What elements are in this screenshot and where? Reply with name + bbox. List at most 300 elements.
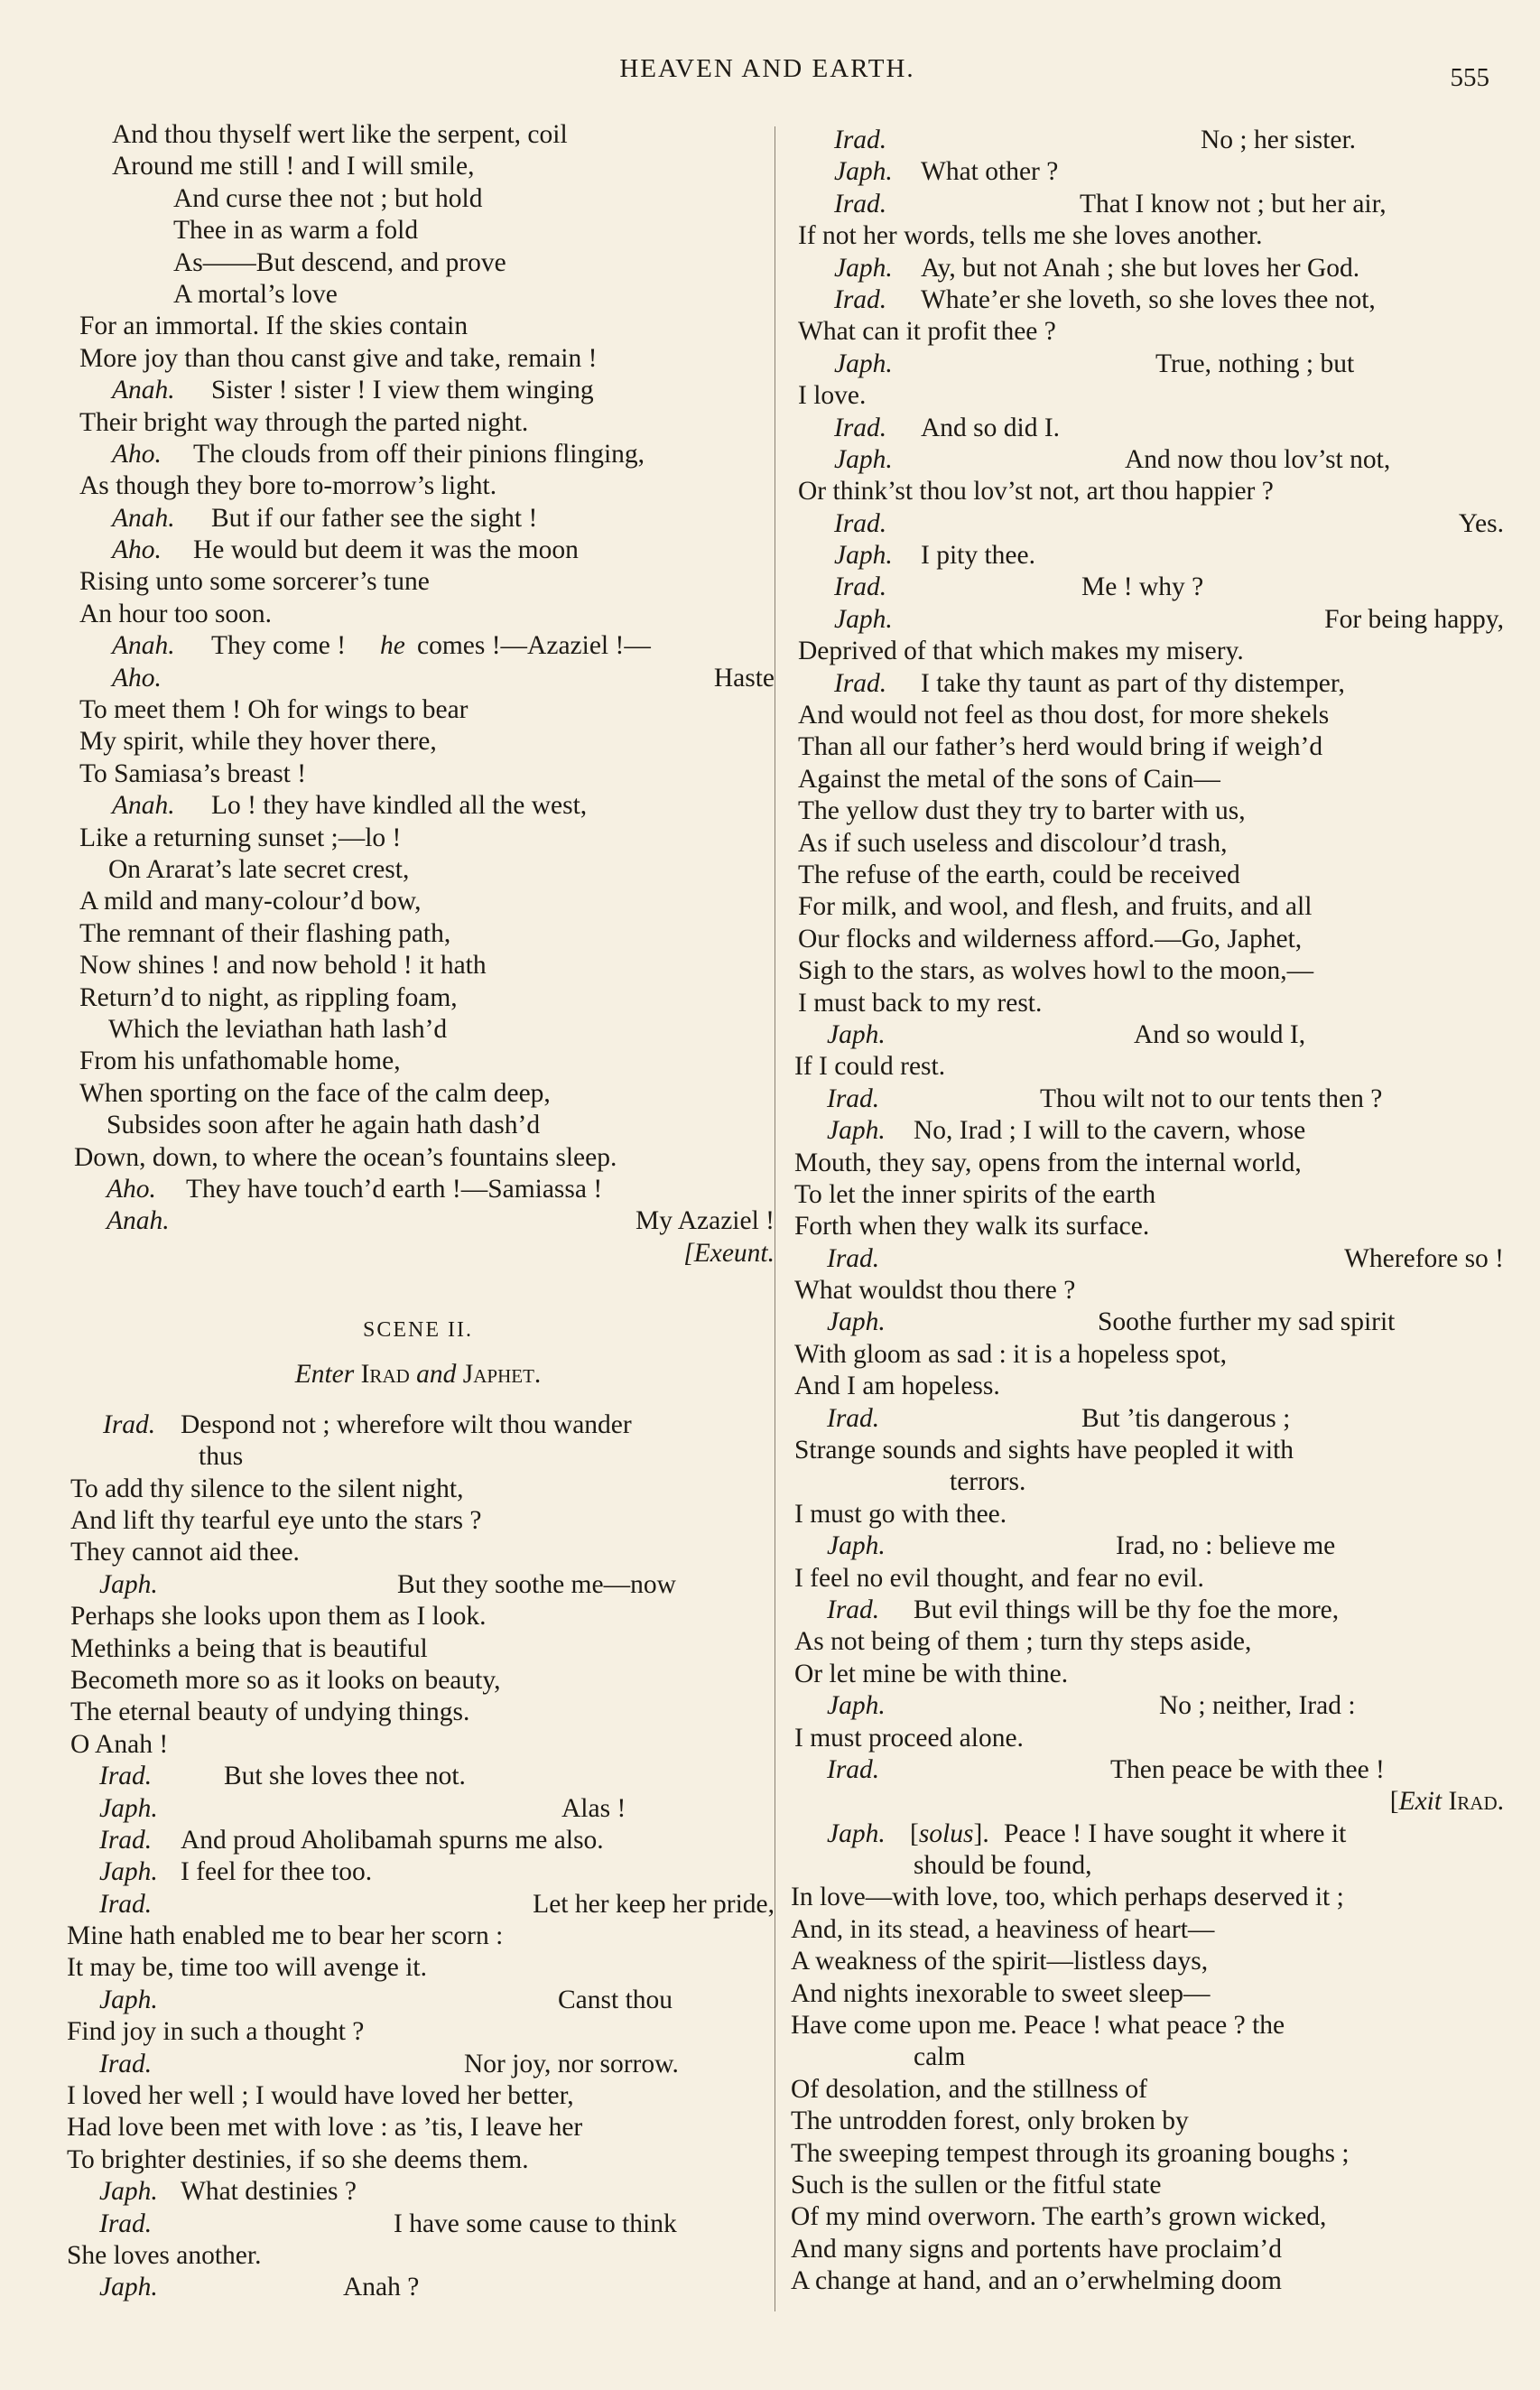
speaker-irad: Irad.: [834, 126, 887, 154]
text-fragment: I feel no evil thought, and fear no evil.: [794, 1563, 1204, 1593]
text-fragment: But they soothe me—now: [397, 1569, 676, 1599]
verse-line: [61, 726, 775, 758]
verse-line: [61, 503, 775, 535]
verse-line: [791, 2041, 1504, 2073]
verse-line: [791, 700, 1504, 731]
verse-line: [791, 1275, 1504, 1307]
verse-line: [61, 630, 775, 662]
verse-line: [791, 924, 1504, 955]
speaker-japh: Japh.: [827, 1818, 886, 1848]
verse-line: [791, 1019, 1504, 1051]
text-fragment: But ’tis dangerous ;: [1081, 1403, 1291, 1433]
text-fragment: Thee in as warm a fold: [173, 216, 419, 246]
text-fragment: Down, down, to where the ocean’s fountains sleep.: [74, 1142, 617, 1172]
stage-direction: [61, 1238, 775, 1269]
text-fragment: Such is the sullen or the fitful state: [791, 2171, 1162, 2199]
verse-line: [61, 119, 775, 151]
verse-line: [791, 604, 1504, 636]
speaker-japh: Japh.: [834, 444, 893, 474]
speaker-irad: Irad.: [99, 2049, 153, 2078]
text-fragment: From his unfathomable home,: [79, 1046, 401, 1076]
text-fragment: And now thou lov’st not,: [1125, 444, 1391, 474]
text-fragment: Thou wilt not to our tents then ?: [1040, 1083, 1383, 1113]
text-fragment: No, Irad ; I will to the cavern, whose: [914, 1116, 1306, 1146]
speaker-japh: Japh.: [99, 1857, 158, 1887]
verse-line: [61, 1474, 775, 1505]
speaker-japh: Japh.: [834, 541, 893, 571]
text-fragment: Exeunt.: [693, 1238, 775, 1268]
verse-line: [791, 1626, 1504, 1658]
verse-line: [791, 156, 1504, 188]
text-fragment: Peace ! I have sought it where it: [1004, 1818, 1347, 1848]
verse-line: [61, 1697, 775, 1728]
verse-line: [791, 476, 1504, 507]
verse-line: [61, 566, 775, 598]
text-fragment: As if such useless and discolour’d trash,: [798, 828, 1228, 858]
verse-line: [61, 918, 775, 950]
verse-line: [61, 279, 775, 311]
text-fragment: They come !: [211, 631, 347, 661]
verse-line: [61, 375, 775, 406]
text-fragment: Our flocks and wilderness afford.—Go, Japhet,: [798, 924, 1303, 953]
text-fragment: A mild and many-colour’d bow,: [79, 887, 422, 916]
speaker-irad: Irad.: [827, 1595, 880, 1624]
verse-line: [61, 1793, 775, 1825]
text-fragment: Let her keep her pride,: [533, 1889, 775, 1919]
speaker-aho: Aho.: [112, 663, 162, 693]
verse-line: [61, 215, 775, 246]
verse-line: [61, 694, 775, 726]
speaker-japh: Japh.: [827, 1307, 886, 1337]
text-fragment: It may be, time too will avenge it.: [67, 1953, 427, 1983]
verse-line: [61, 1078, 775, 1110]
verse-line: [791, 1754, 1504, 1786]
verse-line: [61, 1729, 775, 1761]
verse-line: [61, 1601, 775, 1632]
speaker-japh: Japh.: [827, 1531, 886, 1561]
speaker-irad: Irad.: [99, 1889, 153, 1919]
verse-line: [791, 1211, 1504, 1242]
verse-line: [791, 2106, 1504, 2137]
text-fragment: Me ! why ?: [1081, 572, 1204, 602]
text-fragment: To brighter destinies, if so she deems them.: [67, 2144, 529, 2174]
speaker-anah: Anah.: [112, 503, 175, 533]
text-fragment: The sweeping tempest through its groaning boughs ;: [791, 2138, 1350, 2168]
verse-line: [61, 1142, 775, 1174]
verse-line: [791, 955, 1504, 987]
text-fragment: I must go with thee.: [794, 1499, 1007, 1529]
verse-line: [791, 1978, 1504, 2010]
verse-line: [61, 1014, 775, 1046]
text-fragment: Methinks a being that is beautiful: [70, 1633, 428, 1663]
verse-line: [61, 183, 775, 215]
speaker-irad: Irad.: [827, 1243, 880, 1273]
verse-line: [61, 247, 775, 279]
verse-line: [61, 886, 775, 917]
speaker-japh: Japh.: [827, 1019, 886, 1049]
verse-line: [61, 790, 775, 822]
text-fragment: And many signs and portents have proclaim’d: [791, 2234, 1282, 2264]
verse-line: [791, 1051, 1504, 1083]
text-fragment: Ay, but not Anah ; she but loves her God.: [921, 253, 1360, 283]
verse-line: [791, 2010, 1504, 2041]
speaker-aho: Aho.: [107, 1174, 156, 1204]
text-fragment: Yes.: [1458, 508, 1504, 538]
stage-direction: [791, 1786, 1504, 1818]
text-fragment: [Exeunt.: [683, 1238, 775, 1268]
verse-line: [61, 2176, 775, 2208]
speaker-irad: Irad.: [834, 284, 887, 314]
speaker-japh: Japh.: [827, 1116, 886, 1146]
text-fragment: To add thy silence to the silent night,: [70, 1474, 464, 1503]
verse-line: [791, 1148, 1504, 1179]
text-fragment: A change at hand, and an o’erwhelming doom: [791, 2266, 1282, 2296]
text-fragment: To let the inner spirits of the earth: [794, 1179, 1156, 1209]
text-fragment: The remnant of their flashing path,: [79, 918, 451, 948]
text-fragment: What destinies ?: [181, 2177, 357, 2207]
speaker-japh: Japh.: [834, 604, 893, 634]
page-number: 555: [1450, 63, 1489, 92]
text-fragment: No ; neither, Irad :: [1159, 1691, 1356, 1721]
verse-line: [791, 189, 1504, 220]
text-fragment: Deprived of that which makes my misery.: [798, 637, 1244, 666]
verse-line: [61, 1761, 775, 1792]
verse-line: [61, 1205, 775, 1237]
verse-line: [791, 2074, 1504, 2106]
verse-line: [791, 220, 1504, 252]
text-fragment: thus: [199, 1442, 244, 1472]
text-fragment: And proud Aholibamah spurns me also.: [181, 1825, 604, 1855]
verse-line: [61, 1537, 775, 1568]
verse-line: [791, 1850, 1504, 1882]
text-fragment: Or think’st thou lov’st not, art thou happier ?: [798, 477, 1274, 507]
text-fragment: I feel for thee too.: [181, 1857, 373, 1887]
verse-line: [61, 1409, 775, 1441]
verse-line: [61, 1174, 775, 1205]
text-fragment: The untrodden forest, only broken by: [791, 2106, 1189, 2136]
verse-line: [61, 599, 775, 630]
verse-line: [791, 891, 1504, 923]
verse-line: [61, 407, 775, 439]
text-fragment: I take thy taunt as part of thy distemper,: [921, 668, 1345, 698]
text-fragment: And curse thee not ; but hold: [173, 183, 483, 213]
verse-line: [61, 1505, 775, 1537]
verse-line: [61, 982, 775, 1014]
verse-line: [791, 668, 1504, 700]
text-fragment: Return’d to night, as rippling foam,: [79, 982, 458, 1012]
text-fragment: The refuse of the earth, could be received: [798, 860, 1240, 889]
text-fragment: and: [416, 1360, 457, 1390]
text-fragment: Becometh more so as it looks on beauty,: [70, 1665, 501, 1695]
text-fragment: Had love been met with love : as ’tis, I leave her: [67, 2113, 583, 2143]
text-fragment: Irad.: [1448, 1787, 1504, 1817]
text-fragment: Than all our father’s herd would bring if weigh’d: [798, 732, 1323, 762]
verse-line: [61, 663, 775, 694]
text-fragment: Then peace be with thee !: [1110, 1754, 1385, 1784]
text-fragment: She loves another.: [67, 2241, 262, 2270]
text-fragment: And lift thy tearful eye unto the stars ?: [70, 1506, 482, 1536]
speaker-irad: Irad.: [834, 572, 887, 602]
speaker-japh: Japh.: [99, 1985, 158, 2014]
verse-line: [61, 1665, 775, 1697]
text-fragment: No ; her sister.: [1201, 126, 1357, 154]
text-fragment: And so would I,: [1134, 1019, 1306, 1049]
verse-line: [61, 2049, 775, 2080]
text-fragment: The eternal beauty of undying things.: [70, 1697, 470, 1727]
verse-line: [61, 1633, 775, 1665]
text-fragment: [solus].: [910, 1818, 989, 1848]
text-fragment: But evil things will be thy foe the more,: [914, 1595, 1340, 1624]
verse-line: [791, 988, 1504, 1019]
speaker-aho: Aho.: [112, 535, 162, 565]
verse-line: [791, 860, 1504, 891]
text-fragment: And, in its stead, a heaviness of heart—: [791, 1914, 1215, 1944]
verse-line: [61, 439, 775, 470]
text-fragment: True, nothing ; but: [1155, 349, 1355, 378]
verse-line: [791, 1530, 1504, 1562]
verse-line: [791, 1946, 1504, 1977]
text-fragment: If not her words, tells me she loves another.: [798, 221, 1263, 251]
text-fragment: A weakness of the spirit—listless days,: [791, 1947, 1209, 1976]
text-fragment: My Azaziel !: [635, 1206, 775, 1236]
verse-line: [791, 572, 1504, 603]
text-fragment: To Samiasa’s breast !: [79, 758, 307, 788]
verse-line: [791, 1466, 1504, 1498]
text-fragment: For milk, and wool, and flesh, and fruits, and all: [798, 892, 1313, 922]
verse-line: [61, 854, 775, 886]
verse-line: [791, 1243, 1504, 1275]
verse-line: [791, 444, 1504, 476]
text-fragment: Of desolation, and the stillness of: [791, 2074, 1147, 2104]
verse-line: [791, 1659, 1504, 1690]
text-fragment: Against the metal of the sons of Cain—: [798, 764, 1220, 794]
speaker-irad: Irad.: [99, 1825, 153, 1855]
verse-line: [791, 413, 1504, 444]
verse-line: [791, 540, 1504, 572]
verse-line: [61, 535, 775, 566]
verse-line: [791, 828, 1504, 860]
verse-line: [791, 508, 1504, 540]
text-fragment: he: [380, 631, 405, 661]
text-fragment: And thou thyself wert like the serpent, coil: [112, 120, 568, 149]
text-fragment: Strange sounds and sights have peopled it with: [794, 1436, 1294, 1465]
text-fragment: And so did I.: [921, 413, 1061, 442]
text-fragment: Forth when they walk its surface.: [794, 1212, 1150, 1241]
text-fragment: In love—with love, too, which perhaps deserved it ;: [791, 1883, 1344, 1912]
verse-line: [791, 284, 1504, 316]
verse-line: [61, 2209, 775, 2240]
text-fragment: With gloom as sad : it is a hopeless spot,: [794, 1339, 1227, 1369]
speaker-anah: Anah.: [112, 376, 175, 405]
text-fragment: Like a returning sunset ;—lo !: [79, 823, 402, 852]
verse-line: [791, 2138, 1504, 2170]
text-fragment: should be found,: [914, 1851, 1092, 1881]
verse-line: [791, 2201, 1504, 2233]
speaker-japh: Japh.: [99, 1793, 158, 1823]
text-fragment: terrors.: [950, 1467, 1026, 1497]
verse-line: [791, 795, 1504, 827]
verse-line: [61, 1856, 775, 1888]
verse-line: [61, 2272, 775, 2303]
verse-line: [61, 1825, 775, 1856]
speaker-irad: Irad.: [827, 1754, 880, 1784]
verse-line: [791, 1435, 1504, 1466]
text-fragment: Mouth, they say, opens from the internal world,: [794, 1148, 1302, 1177]
text-fragment: Irad, no : believe me: [1116, 1531, 1336, 1561]
verse-line: [791, 1083, 1504, 1115]
text-fragment: Lo ! they have kindled all the west,: [211, 791, 588, 821]
speaker-japh: Japh.: [834, 157, 893, 187]
verse-line: [61, 311, 775, 342]
text-fragment: [61, 1359, 775, 1390]
verse-line: [791, 316, 1504, 348]
verse-line: [61, 1569, 775, 1601]
speaker-irad: Irad.: [99, 2209, 153, 2238]
text-fragment: Soothe further my sad spirit: [1098, 1307, 1396, 1337]
text-fragment: Find joy in such a thought ?: [67, 2017, 365, 2047]
text-fragment: Nor joy, nor sorrow.: [464, 2049, 679, 2078]
text-fragment: Mine hath enabled me to bear her scorn :: [67, 1921, 504, 1951]
text-fragment: As though they bore to-morrow’s light.: [79, 471, 497, 501]
speaker-irad: Irad.: [103, 1409, 156, 1439]
text-fragment: Subsides soon after he again hath dash’d: [107, 1111, 541, 1140]
verse-line: [791, 2170, 1504, 2201]
text-fragment: I loved her well ; I would have loved her better,: [67, 2081, 574, 2111]
verse-line: [791, 1818, 1504, 1850]
verse-line: [791, 1403, 1504, 1435]
running-title: HEAVEN AND EARTH.: [619, 54, 915, 83]
verse-line: [791, 731, 1504, 763]
speaker-japh: Japh.: [827, 1691, 886, 1721]
text-fragment: Canst thou: [558, 1985, 673, 2014]
verse-line: [791, 1723, 1504, 1754]
verse-line: [61, 1110, 775, 1141]
verse-line: [791, 1563, 1504, 1595]
speaker-japh: Japh.: [834, 253, 893, 283]
verse-line: [61, 758, 775, 790]
text-fragment: A mortal’s love: [173, 279, 338, 309]
verse-line: [61, 2080, 775, 2112]
text-fragment: Which the leviathan hath lash’d: [108, 1014, 448, 1044]
verse-line: [61, 343, 775, 375]
text-fragment: They cannot aid thee.: [70, 1538, 300, 1567]
text-fragment: Around me still ! and I will smile,: [112, 152, 475, 181]
verse-line: [61, 1985, 775, 2016]
text-fragment: I must back to my rest.: [798, 988, 1043, 1018]
text-fragment: And I am hopeless.: [794, 1372, 1000, 1401]
text-fragment: The clouds from off their pinions flinging,: [193, 439, 645, 469]
verse-line: [61, 2144, 775, 2176]
speaker-aho: Aho.: [112, 439, 162, 469]
speaker-anah: Anah.: [107, 1206, 170, 1236]
speaker-irad: Irad.: [834, 413, 887, 442]
text-fragment: For being happy,: [1324, 604, 1504, 634]
verse-line: [791, 1914, 1504, 1946]
text-fragment: I pity thee.: [921, 541, 1035, 571]
text-fragment: When sporting on the face of the calm deep,: [79, 1078, 551, 1108]
speaker-anah: Anah.: [112, 791, 175, 821]
verse-line: [791, 1115, 1504, 1147]
text-fragment: Anah ?: [343, 2273, 420, 2302]
text-fragment: To meet them ! Oh for wings to bear: [79, 695, 468, 725]
text-fragment: O Anah !: [70, 1729, 169, 1759]
verse-line: [791, 349, 1504, 380]
text-fragment: Rising unto some sorcerer’s tune: [79, 567, 430, 597]
text-fragment: And would not feel as thou dost, for more shekels: [798, 701, 1330, 730]
text-fragment: If I could rest.: [794, 1052, 946, 1082]
text-fragment: The yellow dust they try to barter with us,: [798, 796, 1246, 826]
verse-line: [791, 1307, 1504, 1338]
text-fragment: Whate’er she loveth, so she loves thee not,: [921, 284, 1376, 314]
verse-line: [791, 1499, 1504, 1530]
text-fragment: What other ?: [921, 157, 1059, 187]
text-fragment: And nights inexorable to sweet sleep—: [791, 1978, 1211, 2008]
verse-line: [61, 1046, 775, 1077]
text-fragment: As——But descend, and prove: [173, 247, 506, 277]
text-fragment: On Ararat’s late secret crest,: [108, 854, 410, 884]
verse-line: [61, 1889, 775, 1920]
speaker-irad: Irad.: [827, 1083, 880, 1113]
speaker-anah: Anah.: [112, 631, 175, 661]
text-fragment: Wherefore so !: [1344, 1243, 1504, 1273]
verse-line: [61, 950, 775, 981]
text-fragment: Exit: [1398, 1787, 1443, 1817]
text-fragment: An hour too soon.: [79, 599, 273, 628]
verse-line: [791, 2234, 1504, 2265]
verse-line: [61, 823, 775, 854]
speaker-japh: Japh.: [99, 2273, 158, 2302]
stage-direction: [61, 1359, 775, 1390]
text-fragment: comes !—Azaziel !—: [417, 631, 651, 661]
text-fragment: Sigh to the stars, as wolves howl to the moon,—: [798, 956, 1314, 986]
verse-line: [791, 1595, 1504, 1626]
text-fragment: My spirit, while they hover there,: [79, 727, 437, 757]
speaker-irad: Irad.: [99, 1762, 153, 1791]
verse-line: [791, 636, 1504, 667]
text-fragment: Have come upon me. Peace ! what peace ? the: [791, 2011, 1285, 2041]
text-fragment: Japhet.: [462, 1360, 542, 1390]
text-fragment: Enter: [294, 1360, 355, 1390]
verse-line: [791, 1690, 1504, 1722]
verse-line: [791, 764, 1504, 795]
text-fragment: Perhaps she looks upon them as I look.: [70, 1602, 487, 1632]
text-fragment: calm: [914, 2042, 966, 2072]
text-fragment: More joy than thou canst give and take, remain !: [79, 343, 598, 373]
text-fragment: Alas !: [561, 1793, 626, 1823]
text-fragment: [Exit Irad.: [1389, 1787, 1504, 1817]
text-fragment: Despond not ; wherefore wilt thou wander: [181, 1409, 632, 1439]
verse-line: [791, 125, 1504, 156]
scene-heading: [61, 1315, 775, 1346]
verse-line: [791, 1179, 1504, 1211]
verse-line: [791, 2265, 1504, 2297]
text-fragment: solus: [918, 1818, 974, 1848]
text-fragment: Haste: [713, 663, 775, 693]
verse-line: [61, 2240, 775, 2272]
text-fragment: As not being of them ; turn thy steps aside,: [794, 1627, 1252, 1657]
speaker-irad: Irad.: [834, 668, 887, 698]
text-fragment: What wouldst thou there ?: [794, 1276, 1076, 1306]
speaker-irad: Irad.: [834, 189, 887, 219]
verse-line: [791, 1882, 1504, 1913]
text-fragment: Irad: [360, 1360, 410, 1390]
text-fragment: Now shines ! and now behold ! it hath: [79, 951, 487, 981]
text-fragment: He would but deem it was the moon: [193, 535, 579, 565]
text-fragment: They have touch’d earth !—Samiassa !: [186, 1174, 603, 1204]
text-fragment: I love.: [798, 381, 867, 411]
text-fragment: SCENE II.: [363, 1318, 473, 1343]
speaker-japh: Japh.: [99, 2177, 158, 2207]
